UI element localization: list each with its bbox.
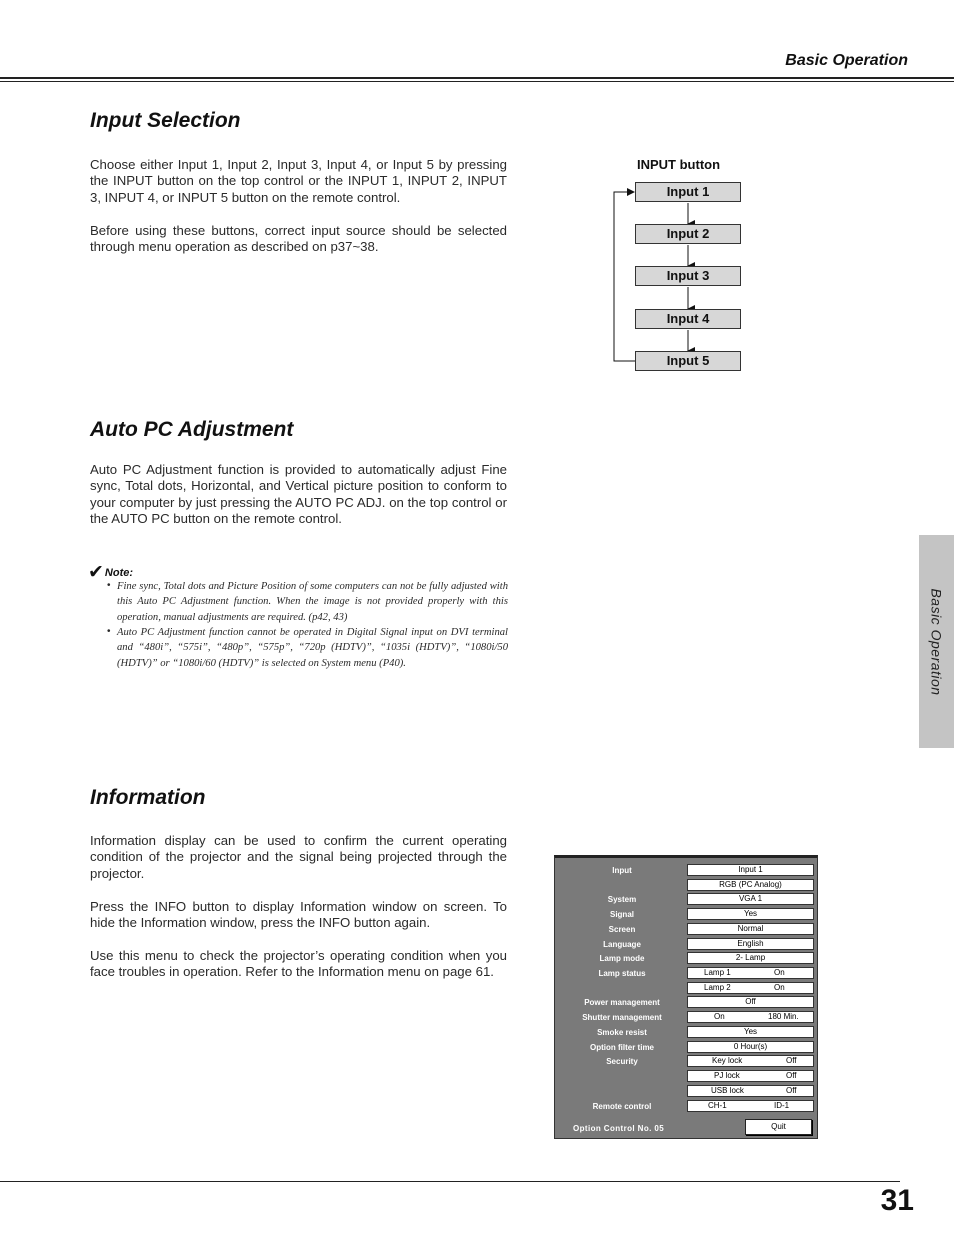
- menu-value-system: VGA 1: [687, 893, 814, 905]
- menu-label-filter: Option filter time: [590, 1043, 654, 1052]
- menu-value-power: Off: [687, 996, 814, 1008]
- menu-label-security: Security: [606, 1057, 638, 1066]
- menu-label-remote: Remote control: [592, 1102, 652, 1111]
- menu-value-input: Input 1: [687, 864, 814, 876]
- note-bullet-1: •: [107, 580, 111, 591]
- page-number: 31: [880, 1184, 914, 1217]
- menu-value-lamp-mode: 2- Lamp: [687, 952, 814, 964]
- information-menu: [554, 855, 818, 1139]
- information-title: Information: [90, 786, 206, 809]
- input-box-3: Input 3: [635, 266, 741, 286]
- menu-label-power: Power management: [584, 998, 660, 1007]
- menu-label-shutter: Shutter management: [582, 1013, 662, 1022]
- input-selection-paragraph-1: Choose either Input 1, Input 2, Input 3, Input 4, or Input 5 by pressing the INPUT button on the top control or the INPUT 1, INPUT 2, INPUT 3, INPUT 4, or INPUT 5 button on the remote control.: [90, 157, 507, 205]
- menu-value-shutter: On 180 Min.: [687, 1011, 814, 1023]
- note-item-2: Auto PC Adjustment function cannot be operated in Digital Signal input on DVI terminal and “480i”, “575i”, “480p”, “575p”, “720p (HDTV)”, “1035i (HDTV)”, “1080i/50 (HDTV)” or “1080i/60 (HDTV)” is selected on System menu (P40).: [117, 627, 508, 669]
- input-box-1: Input 1: [635, 182, 741, 202]
- note-label: Note:: [104, 567, 134, 579]
- header-section-label: Basic Operation: [785, 52, 908, 69]
- input-box-2: Input 2: [635, 224, 741, 244]
- note-item-1: Fine sync, Total dots and Picture Position of some computers can not be fully adjusted with this Auto PC Adjustment function. When the image is not provided properly with this operation, manual adjustments are required. (p42, 43): [117, 581, 508, 623]
- menu-value-usb-lock: USB lock Off: [687, 1085, 814, 1097]
- information-paragraph-3: Use this menu to check the projector’s operating condition when you face troubles in operation. Refer to the Information menu on page 61.: [90, 948, 507, 980]
- input-box-5: Input 5: [635, 351, 741, 371]
- menu-value-remote: CH-1 ID-1: [687, 1100, 814, 1112]
- input-diagram-title: INPUT button: [637, 157, 721, 172]
- menu-value-language: English: [687, 938, 814, 950]
- menu-label-lamp-mode: Lamp mode: [599, 954, 645, 963]
- menu-label-system: System: [607, 895, 637, 904]
- menu-label-input: Input: [612, 866, 632, 875]
- checkmark-icon: ✔: [88, 562, 104, 583]
- menu-value-input-signal: RGB (PC Analog): [687, 879, 814, 891]
- input-box-4: Input 4: [635, 309, 741, 329]
- menu-value-signal: Yes: [687, 908, 814, 920]
- menu-value-lamp-2: Lamp 2 On: [687, 982, 814, 994]
- menu-label-smoke: Smoke resist: [597, 1028, 647, 1037]
- top-rule: [0, 77, 954, 79]
- information-paragraph-2: Press the INFO button to display Information window on screen. To hide the Information window, press the INFO button again.: [90, 899, 507, 931]
- side-tab: [919, 535, 954, 748]
- menu-value-key-lock: Key lock Off: [687, 1055, 814, 1067]
- auto-pc-title: Auto PC Adjustment: [90, 418, 294, 441]
- information-paragraph-1: Information display can be used to confirm the current operating condition of the projector and the signal being projected through the projector.: [90, 833, 507, 881]
- top-rule-thin: [0, 81, 954, 82]
- side-tab-label: Basic Operation: [928, 587, 945, 696]
- input-selection-paragraph-2: Before using these buttons, correct input source should be selected through menu operation as described on p37~38.: [90, 223, 507, 255]
- menu-label-language: Language: [603, 940, 641, 949]
- menu-label-screen: Screen: [608, 925, 636, 934]
- note-bullet-2: •: [107, 626, 111, 637]
- bottom-rule: [0, 1181, 900, 1182]
- menu-label-signal: Signal: [609, 910, 634, 919]
- menu-label-lamp-status: Lamp status: [598, 969, 646, 978]
- menu-footer-option-control: Option Control No. 05: [573, 1124, 665, 1133]
- auto-pc-paragraph: Auto PC Adjustment function is provided to automatically adjust Fine sync, Total dots, Horizontal, and Vertical picture position to conform to your computer by just pressing the AUTO PC ADJ. on the top control or the AUTO PC button on the remote control.: [90, 462, 507, 527]
- menu-value-pj-lock: PJ lock Off: [687, 1070, 814, 1082]
- input-selection-title: Input Selection: [90, 109, 241, 132]
- menu-value-filter: 0 Hour(s): [687, 1041, 814, 1053]
- menu-value-screen: Normal: [687, 923, 814, 935]
- menu-value-lamp-1: Lamp 1 On: [687, 967, 814, 979]
- menu-value-smoke: Yes: [687, 1026, 814, 1038]
- arrow-loop-back: [614, 192, 635, 361]
- menu-quit-button[interactable]: Quit: [745, 1119, 812, 1135]
